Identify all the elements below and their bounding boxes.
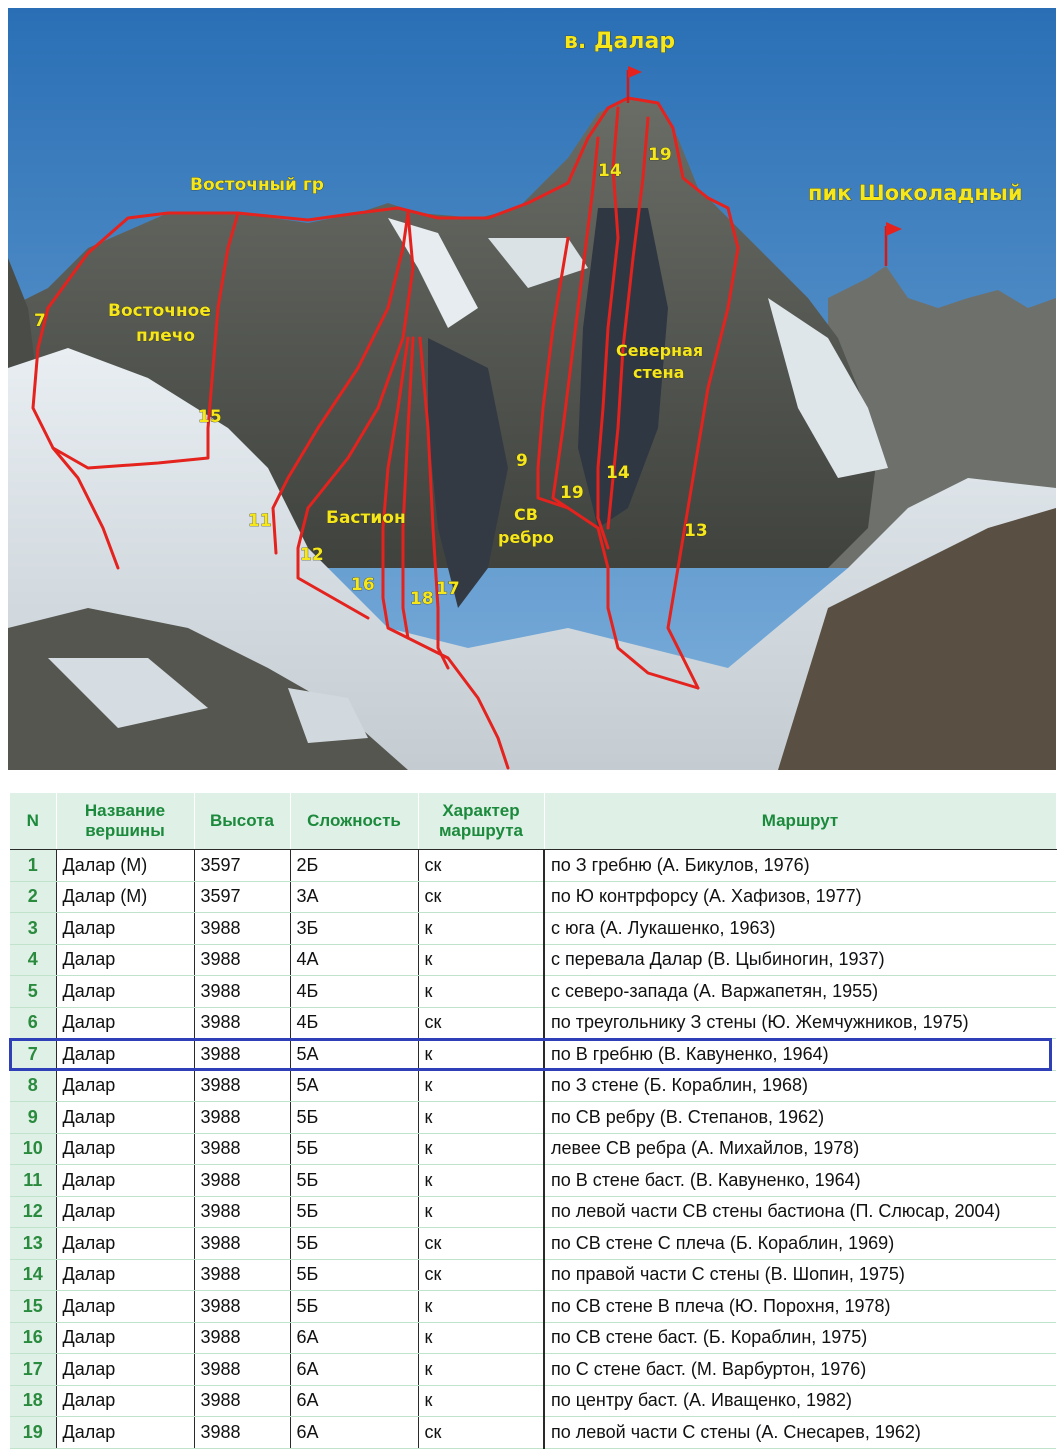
mountain-photo (8, 8, 1056, 770)
table-header-row (10, 793, 1056, 850)
cell-name: Далар (56, 1354, 194, 1386)
label-ne-rib-1: СВ (514, 505, 538, 524)
cell-height: 3597 (194, 850, 290, 882)
cell-name: Далар (М) (56, 881, 194, 913)
cell-character: к (418, 1354, 544, 1386)
cell-difficulty: 4Б (290, 976, 418, 1008)
label-east-shoulder-1: Восточное (108, 301, 211, 321)
label-north-wall-2: стена (633, 363, 685, 382)
cell-n: 13 (10, 1228, 56, 1260)
label-east-shoulder-2: плечо (136, 326, 196, 346)
cell-character: ск (418, 881, 544, 913)
header-character-line-1: Характер (442, 801, 520, 820)
cell-character: к (418, 1133, 544, 1165)
cell-n: 12 (10, 1196, 56, 1228)
route-number: 13 (684, 521, 708, 541)
cell-character: к (418, 976, 544, 1008)
cell-name: Далар (56, 913, 194, 945)
cell-name: Далар (56, 1070, 194, 1102)
cell-n: 11 (10, 1165, 56, 1197)
route-number: 11 (248, 511, 272, 531)
cell-difficulty: 3А (290, 881, 418, 913)
label-north-wall-1: Северная (616, 341, 704, 360)
cell-n: 15 (10, 1291, 56, 1323)
cell-difficulty: 4А (290, 944, 418, 976)
cell-route: по левой части С стены (А. Снесарев, 1962) (544, 1417, 1056, 1449)
route-number: 14 (606, 463, 630, 483)
cell-difficulty: 5А (290, 1070, 418, 1102)
table-row (10, 1039, 1056, 1071)
header-height: Высота (194, 793, 290, 850)
cell-height: 3988 (194, 1070, 290, 1102)
cell-name: Далар (56, 1228, 194, 1260)
cell-character: к (418, 1039, 544, 1071)
cell-character: ск (418, 1007, 544, 1039)
route-number: 15 (198, 407, 222, 427)
cell-difficulty: 2Б (290, 850, 418, 882)
table-row (10, 881, 1056, 913)
cell-name: Далар (56, 1385, 194, 1417)
cell-n: 10 (10, 1133, 56, 1165)
cell-route: по В стене баст. (В. Кавуненко, 1964) (544, 1165, 1056, 1197)
cell-route: по левой части СВ стены бастиона (П. Слюсар, 2004) (544, 1196, 1056, 1228)
cell-name: Далар (56, 1133, 194, 1165)
cell-route: по З гребню (А. Бикулов, 1976) (544, 850, 1056, 882)
header-route: Маршрут (544, 793, 1056, 850)
cell-height: 3988 (194, 1102, 290, 1134)
cell-character: ск (418, 1417, 544, 1449)
table-row (10, 1133, 1056, 1165)
table-row (10, 976, 1056, 1008)
cell-difficulty: 3Б (290, 913, 418, 945)
label-east-ridge: Восточный гр (190, 175, 324, 195)
cell-height: 3988 (194, 1417, 290, 1449)
cell-character: к (418, 1165, 544, 1197)
table-row (10, 1417, 1056, 1449)
cell-difficulty: 6А (290, 1354, 418, 1386)
cell-height: 3988 (194, 1133, 290, 1165)
cell-height: 3988 (194, 1322, 290, 1354)
cell-difficulty: 6А (290, 1385, 418, 1417)
cell-height: 3988 (194, 1259, 290, 1291)
header-character-line-2: маршрута (439, 821, 523, 840)
table-row (10, 1196, 1056, 1228)
cell-route: по правой части С стены (В. Шопин, 1975) (544, 1259, 1056, 1291)
cell-character: ск (418, 850, 544, 882)
header-name-line-2: вершины (85, 821, 165, 840)
table-row (10, 850, 1056, 882)
table-row (10, 1228, 1056, 1260)
cell-route: по СВ стене С плеча (Б. Кораблин, 1969) (544, 1228, 1056, 1260)
table-row (10, 1259, 1056, 1291)
cell-height: 3988 (194, 976, 290, 1008)
table-row (10, 1354, 1056, 1386)
header-difficulty: Сложность (290, 793, 418, 850)
cell-difficulty: 6А (290, 1417, 418, 1449)
cell-route: по СВ стене В плеча (Ю. Порохня, 1978) (544, 1291, 1056, 1323)
header-name (56, 793, 194, 850)
cell-name: Далар (56, 1102, 194, 1134)
cell-name: Далар (56, 1417, 194, 1449)
cell-n: 7 (10, 1039, 56, 1071)
cell-difficulty: 6А (290, 1322, 418, 1354)
cell-name: Далар (М) (56, 850, 194, 882)
route-number: 9 (516, 451, 528, 471)
cell-difficulty: 5Б (290, 1259, 418, 1291)
cell-name: Далар (56, 1039, 194, 1071)
table-row (10, 1385, 1056, 1417)
cell-route: с северо-запада (А. Варжапетян, 1955) (544, 976, 1056, 1008)
cell-name: Далар (56, 1322, 194, 1354)
table-row (10, 944, 1056, 976)
cell-n: 6 (10, 1007, 56, 1039)
route-number: 18 (410, 589, 434, 609)
route-number: 16 (351, 575, 375, 595)
cell-character: ск (418, 1228, 544, 1260)
cell-height: 3988 (194, 913, 290, 945)
cell-n: 9 (10, 1102, 56, 1134)
route-number: 14 (598, 161, 622, 181)
cell-name: Далар (56, 1291, 194, 1323)
cell-height: 3988 (194, 1291, 290, 1323)
cell-difficulty: 5Б (290, 1196, 418, 1228)
label-ne-rib-2: ребро (498, 528, 554, 547)
table-row (10, 1102, 1056, 1134)
cell-height: 3988 (194, 944, 290, 976)
cell-n: 14 (10, 1259, 56, 1291)
cell-route: по С стене баст. (М. Варбуртон, 1976) (544, 1354, 1056, 1386)
cell-n: 8 (10, 1070, 56, 1102)
cell-difficulty: 5Б (290, 1133, 418, 1165)
cell-n: 2 (10, 881, 56, 913)
route-number: 19 (648, 145, 672, 165)
cell-route: по центру баст. (А. Иващенко, 1982) (544, 1385, 1056, 1417)
route-number: 7 (34, 311, 46, 331)
route-number: 12 (300, 545, 324, 565)
cell-character: к (418, 913, 544, 945)
cell-route: по В гребню (В. Кавуненко, 1964) (544, 1039, 1056, 1071)
cell-height: 3597 (194, 881, 290, 913)
cell-route: по треугольнику З стены (Ю. Жемчужников, 1975) (544, 1007, 1056, 1039)
cell-character: к (418, 1385, 544, 1417)
cell-difficulty: 5Б (290, 1228, 418, 1260)
cell-difficulty: 5А (290, 1039, 418, 1071)
header-name-line-1: Название (84, 801, 166, 820)
label-summit: в. Далар (564, 29, 676, 54)
routes-table (10, 793, 1057, 1449)
cell-name: Далар (56, 944, 194, 976)
route-number: 17 (436, 579, 460, 599)
cell-character: к (418, 1291, 544, 1323)
table-row (10, 1165, 1056, 1197)
cell-n: 4 (10, 944, 56, 976)
cell-height: 3988 (194, 1228, 290, 1260)
cell-character: к (418, 1070, 544, 1102)
cell-name: Далар (56, 1007, 194, 1039)
cell-name: Далар (56, 1196, 194, 1228)
label-bastion: Бастион (326, 508, 406, 528)
cell-route: по СВ ребру (В. Степанов, 1962) (544, 1102, 1056, 1134)
cell-character: ск (418, 1259, 544, 1291)
cell-difficulty: 4Б (290, 1007, 418, 1039)
table-row (10, 1322, 1056, 1354)
cell-character: к (418, 944, 544, 976)
cell-route: по З стене (Б. Кораблин, 1968) (544, 1070, 1056, 1102)
cell-height: 3988 (194, 1196, 290, 1228)
table-body (10, 850, 1056, 1449)
cell-difficulty: 5Б (290, 1102, 418, 1134)
cell-n: 1 (10, 850, 56, 882)
cell-character: к (418, 1102, 544, 1134)
cell-height: 3988 (194, 1007, 290, 1039)
cell-character: к (418, 1196, 544, 1228)
cell-name: Далар (56, 1165, 194, 1197)
cell-name: Далар (56, 976, 194, 1008)
cell-n: 16 (10, 1322, 56, 1354)
header-character (418, 793, 544, 850)
label-shokoladny: пик Шоколадный (808, 181, 1023, 205)
cell-n: 18 (10, 1385, 56, 1417)
cell-n: 3 (10, 913, 56, 945)
cell-height: 3988 (194, 1385, 290, 1417)
cell-character: к (418, 1322, 544, 1354)
cell-n: 19 (10, 1417, 56, 1449)
cell-n: 17 (10, 1354, 56, 1386)
cell-n: 5 (10, 976, 56, 1008)
cell-height: 3988 (194, 1039, 290, 1071)
cell-difficulty: 5Б (290, 1165, 418, 1197)
header-n: N (10, 793, 56, 850)
table-row (10, 1291, 1056, 1323)
route-number: 19 (560, 483, 584, 503)
table-row (10, 1070, 1056, 1102)
cell-route: по Ю контрфорсу (А. Хафизов, 1977) (544, 881, 1056, 913)
cell-route: по СВ стене баст. (Б. Кораблин, 1975) (544, 1322, 1056, 1354)
table-row (10, 913, 1056, 945)
cell-height: 3988 (194, 1354, 290, 1386)
cell-name: Далар (56, 1259, 194, 1291)
cell-height: 3988 (194, 1165, 290, 1197)
cell-route: с юга (А. Лукашенко, 1963) (544, 913, 1056, 945)
cell-route: левее СВ ребра (А. Михайлов, 1978) (544, 1133, 1056, 1165)
cell-difficulty: 5Б (290, 1291, 418, 1323)
cell-route: с перевала Далар (В. Цыбиногин, 1937) (544, 944, 1056, 976)
table-row (10, 1007, 1056, 1039)
